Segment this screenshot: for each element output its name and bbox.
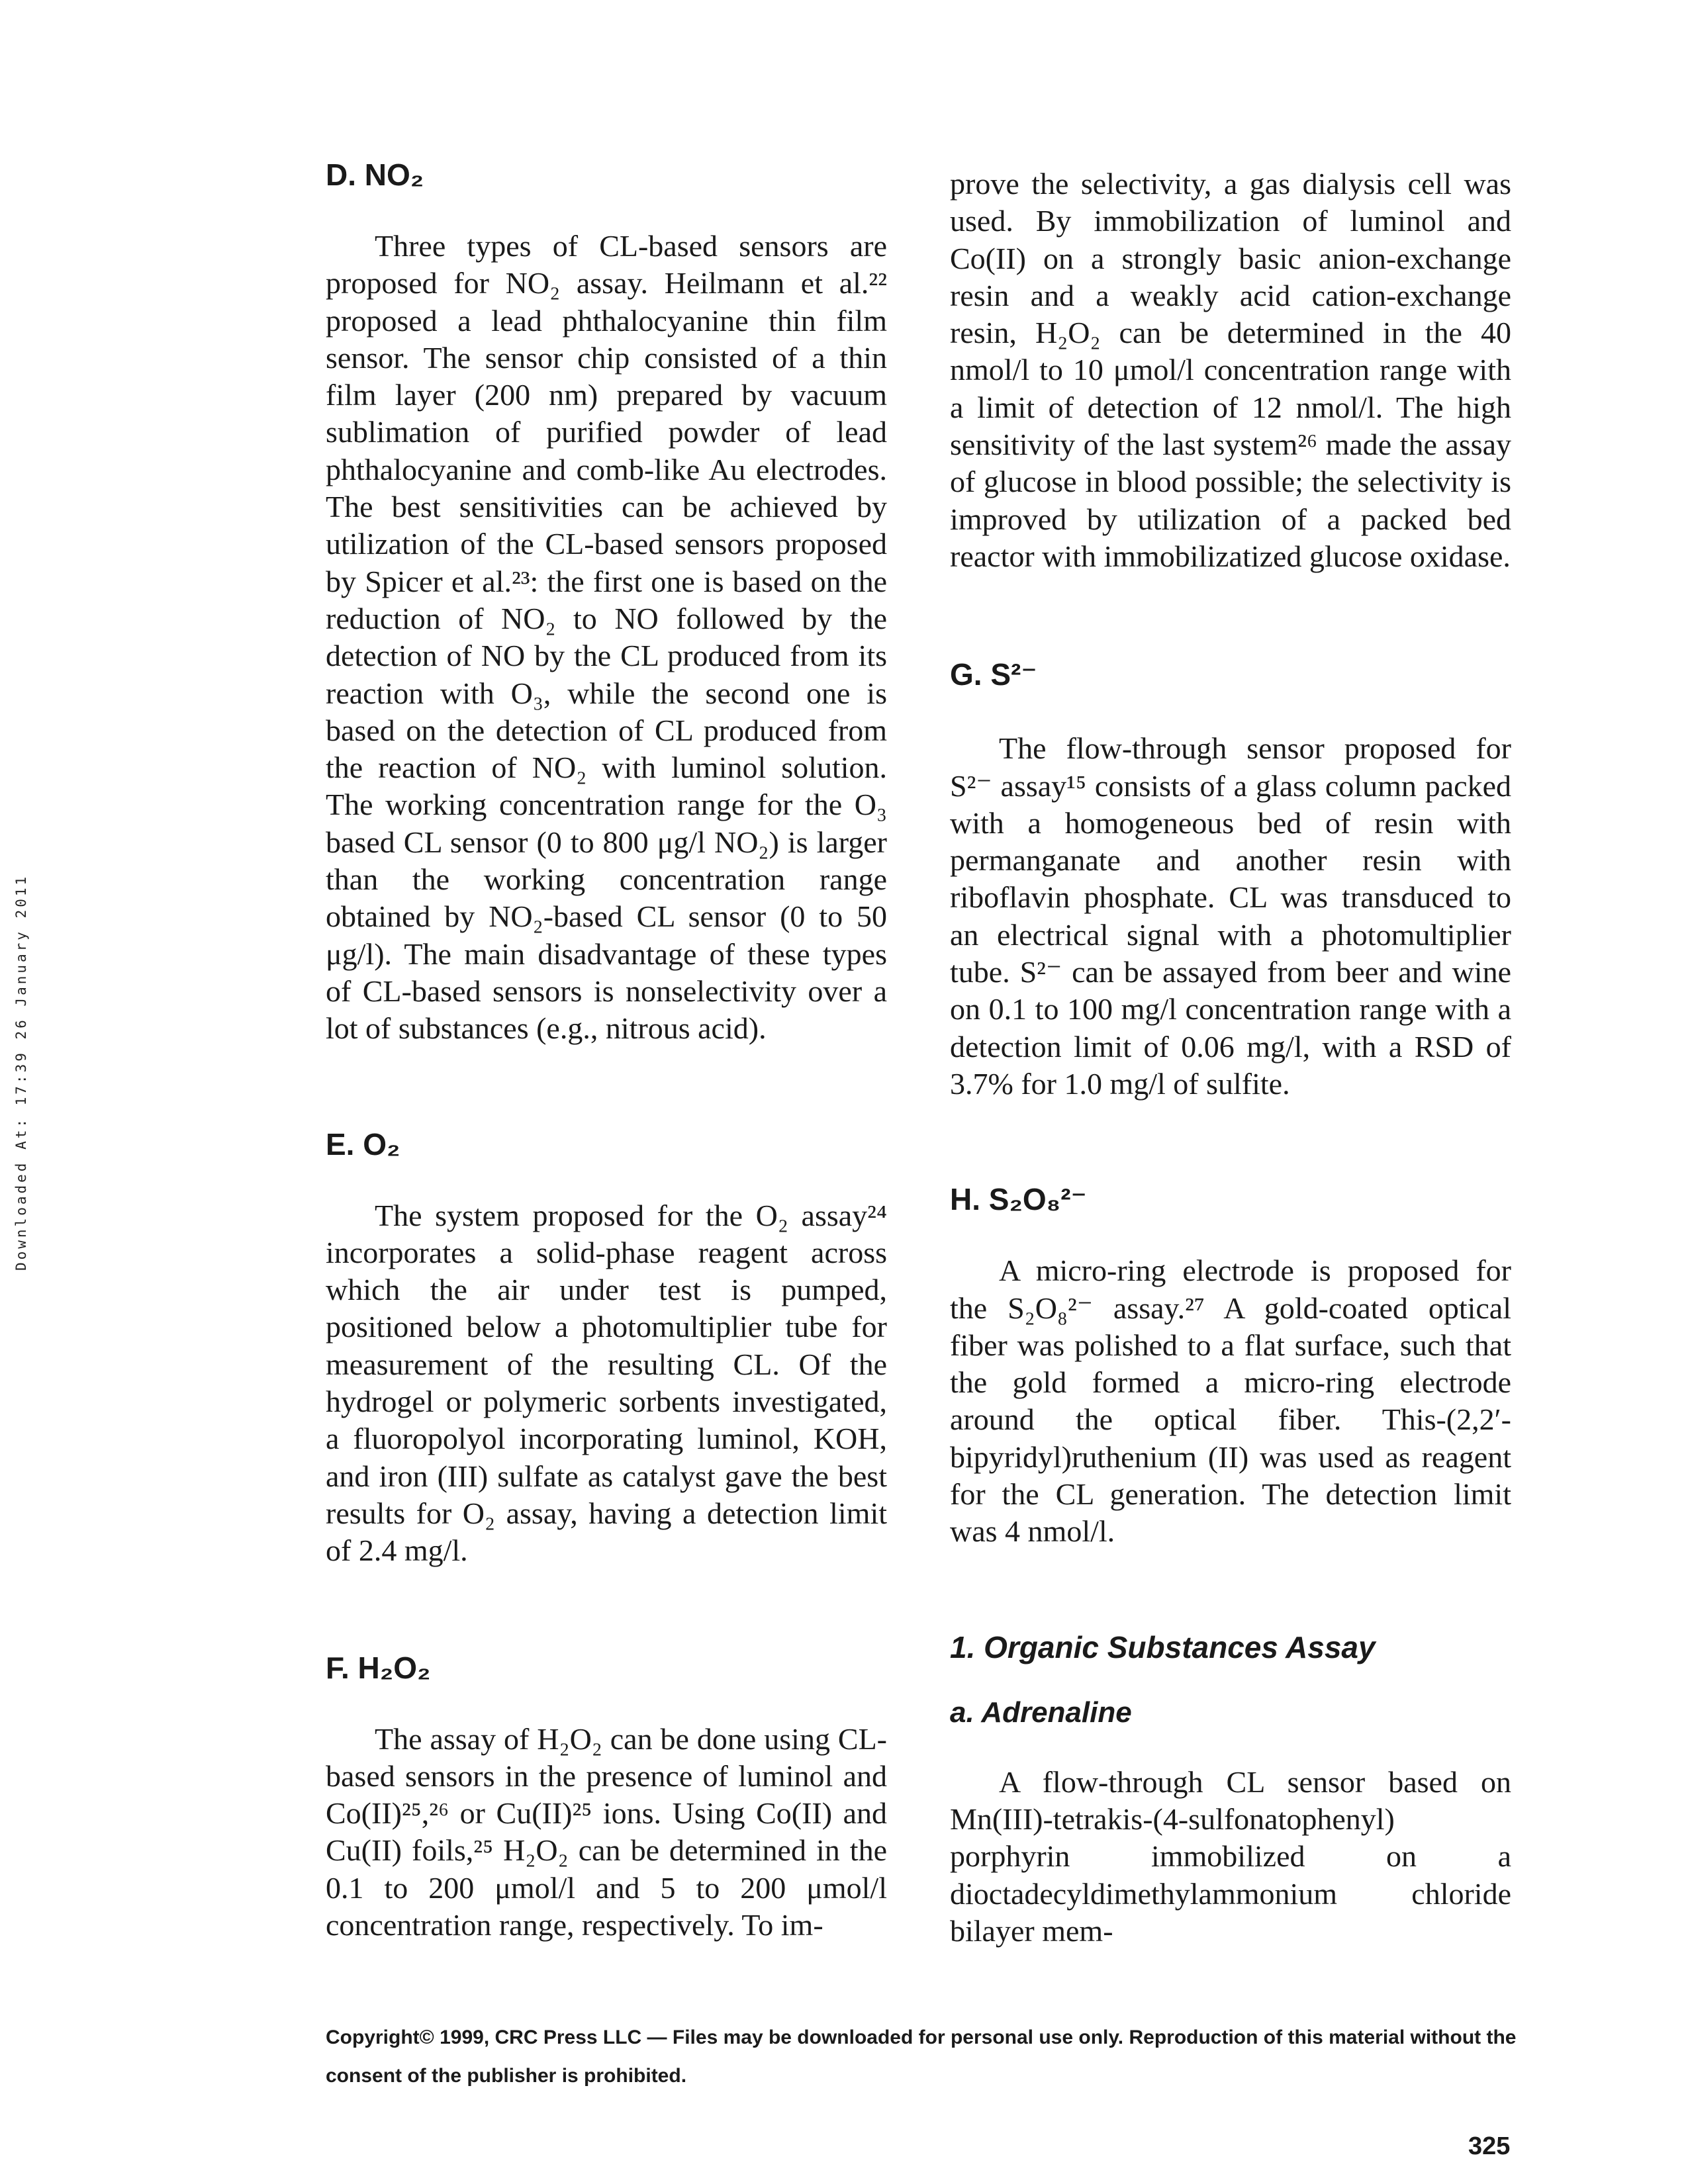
paragraph-h2o2-continued: prove the selectivity, a gas dialysis cell was used. By immobilization of luminol and Co(II) on a strongly basic anion-exchange resin and a weakly acid cation-exchange resin, H₂O₂ can be determined in the 40 nmol/l to 10 μmol/l concentration range with a limit of detection of 12 nmol/l. The high sensitivity of the last system²⁶ made the assay of glucose in blood possible; the selectivity is improved by utilization of a packed bed reactor with immobilizatized glucose oxidase. [950,167,1511,573]
right-column [950,165,1511,1950]
heading-adrenaline: a. Adrenaline [950,1696,1132,1729]
paragraph-o2: The system proposed for the O₂ assay²⁴ incorporates a solid-phase reagent across which the air under test is pumped, positioned below a photomultiplier tube for measurement of the resulting CL. Of the hydrogel or polymeric sorbents investigated, a fluoropolyol incorporating luminol, KOH, and iron (III) sulfate as catalyst gave the best results for O₂ assay, having a detection limit of 2.4 mg/l. [326,1198,887,1568]
heading-organic-substances: 1. Organic Substances Assay [950,1629,1376,1664]
page-number: 325 [1468,2132,1511,2160]
paragraph-adrenaline: A flow-through CL sensor based on Mn(III)-tetrakis-(4-sulfonatophenyl) porphyrin immobilized on a dioctadecyldimethylammonium chloride bilayer mem- [950,1764,1511,1948]
heading-s2: G. S²⁻ [950,657,1037,692]
heading-s2o8: H. S₂O₈²⁻ [950,1182,1087,1217]
copyright-notice: Copyright© 1999, CRC Press LLC — Files may be downloaded for personal use only. Reproduction of this material without the consent of the publisher is prohibited. [326,2026,1517,2087]
download-stamp: Downloaded At: 17:39 26 January 2011 [13,874,29,1271]
paragraph-s2: The flow-through sensor proposed for S²⁻ assay¹⁵ consists of a glass column packed with a homogeneous bed of resin with permanganate and another resin with riboflavin phosphate. CL was transduced to an electrical signal with a photomultiplier tube. S²⁻ can be assayed from beer and wine on 0.1 to 100 mg/l concentration range with a detection limit of 0.06 mg/l, with a RSD of 3.7% for 1.0 mg/l of sulfite. [950,731,1511,1101]
paragraph-no2: Three types of CL-based sensors are proposed for NO₂ assay. Heilmann et al.²² proposed a lead phthalocyanine thin film sensor. The sensor chip consisted of a thin film layer (200 nm) prepared by vacuum sublimation of purified powder of lead phthalocyanine and comb-like Au electrodes. The best sensitivities can be achieved by utilization of the CL-based sensors proposed by Spicer et al.²³: the first one is based on the reduction of NO₂ to NO followed by the detection of NO by the CL produced from its reaction with O₃, while the second one is based on the detection of CL produced from the reaction of NO₂ with luminol solution. The working concentration range for the O₃ based CL sensor (0 to 800 μg/l NO₂) is larger than the working concentration range obtained by NO₂-based CL sensor (0 to 50 μg/l). The main disadvantage of these types of CL-based sensors is nonselectivity over a lot of substances (e.g., nitrous acid). [326,229,887,1046]
paragraph-h2o2: The assay of H₂O₂ can be done using CL-based sensors in the presence of luminol and Co(II)²⁵,²⁶ or Cu(II)²⁵ ions. Using Co(II) and Cu(II) foils,²⁵ H₂O₂ can be determined in the 0.1 to 200 μmol/l and 5 to 200 μmol/l concentration range, respectively. To im- [326,1721,887,1942]
heading-o2: E. O₂ [326,1126,400,1161]
heading-no2: D. NO₂ [326,158,424,192]
left-column [326,156,887,1944]
heading-h2o2: F. H₂O₂ [326,1650,431,1685]
paragraph-s2o8: A micro-ring electrode is proposed for the S₂O₈²⁻ assay.²⁷ A gold-coated optical fiber was polished to a flat surface, such that the gold formed a micro-ring electrode around the optical fiber. This-(2,2′-bipyridyl)ruthenium (II) was used as reagent for the CL generation. The detection limit was 4 nmol/l. [950,1253,1511,1549]
